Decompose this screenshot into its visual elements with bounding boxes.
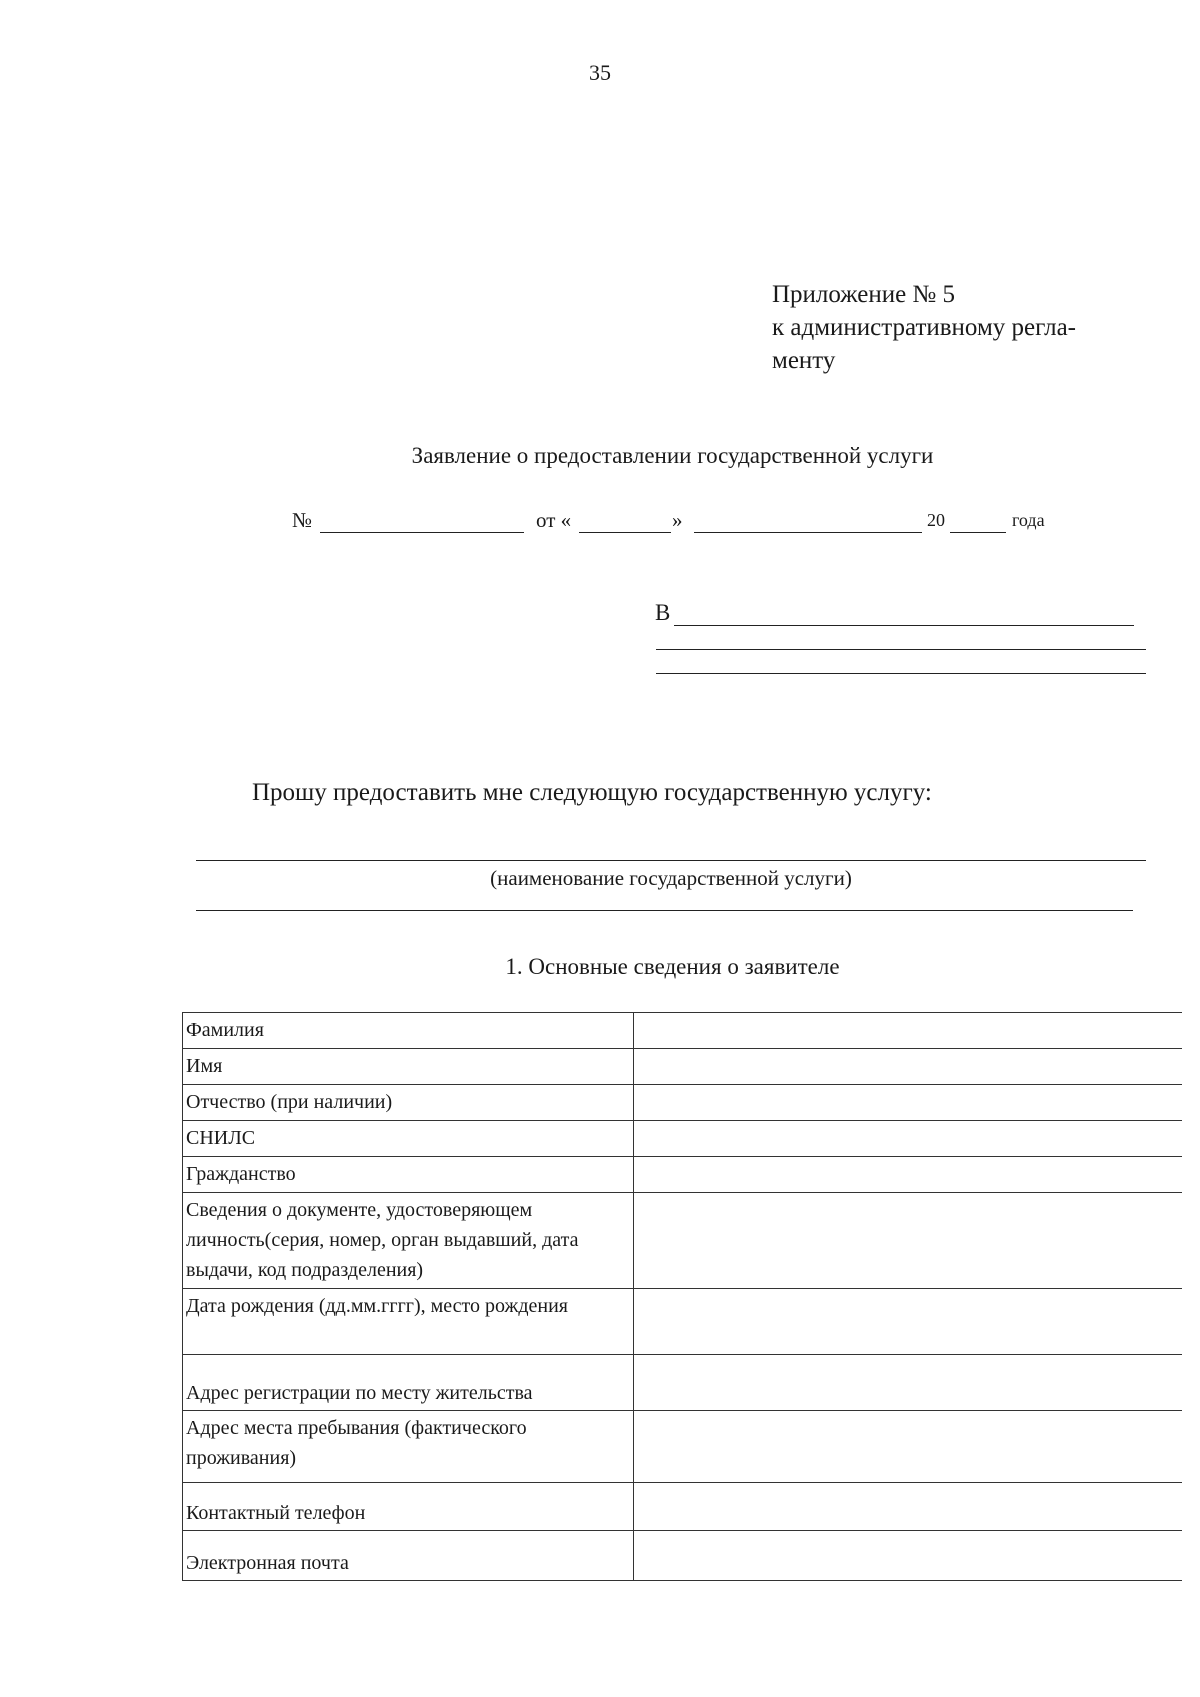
row-value-email[interactable] (634, 1531, 1183, 1581)
number-sign: № (292, 508, 313, 532)
day-field[interactable] (579, 532, 671, 533)
table-row (183, 1289, 1183, 1355)
document-title: Заявление о предоставлении государственной услуги (411, 443, 934, 468)
row-label-email: Электронная почта (183, 1531, 634, 1581)
row-value-residence-address[interactable] (634, 1411, 1183, 1483)
appendix-line-1: Приложение № 5 (772, 281, 956, 308)
applicant-info-table (182, 1012, 1182, 1581)
recipient-label: В (655, 600, 671, 625)
row-value-name[interactable] (634, 1049, 1183, 1085)
recipient-line-3[interactable] (656, 673, 1146, 674)
row-value-surname[interactable] (634, 1013, 1183, 1049)
table-row (183, 1411, 1183, 1483)
date-from-label: от « (536, 508, 572, 532)
table-row (183, 1049, 1183, 1085)
year-field[interactable] (950, 532, 1006, 533)
recipient-line-2[interactable] (656, 649, 1146, 650)
quote-close: » (672, 508, 683, 532)
year-prefix: 20 (927, 510, 945, 530)
service-name-caption: (наименование государственной услуги) (490, 866, 852, 890)
table-row (183, 1085, 1183, 1121)
table-row (183, 1157, 1183, 1193)
table-row (183, 1355, 1183, 1411)
year-suffix: года (1012, 510, 1045, 530)
row-label-citizenship: Гражданство (183, 1157, 634, 1193)
table-row (183, 1121, 1183, 1157)
service-name-line[interactable] (196, 860, 1146, 861)
service-name-line-2[interactable] (196, 910, 1133, 911)
row-value-birth[interactable] (634, 1289, 1183, 1355)
row-label-snils: СНИЛС (183, 1121, 634, 1157)
request-text: Прошу предоставить мне следующую государственную услугу: (252, 779, 932, 806)
row-label-residence-address: Адрес места пребывания (фактического проживания) (183, 1411, 634, 1483)
row-label-registration-address: Адрес регистрации по месту жительства (183, 1355, 634, 1411)
appendix-line-2: к административному регла- (772, 314, 1077, 341)
page-number: 35 (589, 60, 611, 85)
row-value-patronymic[interactable] (634, 1085, 1183, 1121)
row-value-registration-address[interactable] (634, 1355, 1183, 1411)
row-label-name: Имя (183, 1049, 634, 1085)
table-row (183, 1531, 1183, 1581)
row-label-patronymic: Отчество (при наличии) (183, 1085, 634, 1121)
section-title-applicant: 1. Основные сведения о заявителе (505, 954, 840, 979)
row-label-surname: Фамилия (183, 1013, 634, 1049)
row-label-identity-document: Сведения о документе, удостоверяющем личность(серия, номер, орган выдавший, дата выдачи, код подразделения) (183, 1193, 634, 1289)
row-label-phone: Контактный телефон (183, 1483, 634, 1531)
month-field[interactable] (694, 532, 922, 533)
row-value-identity-document[interactable] (634, 1193, 1183, 1289)
recipient-line-1[interactable] (674, 625, 1134, 626)
row-value-citizenship[interactable] (634, 1157, 1183, 1193)
row-value-snils[interactable] (634, 1121, 1183, 1157)
row-label-birth: Дата рождения (дд.мм.гггг), место рождения (183, 1289, 634, 1355)
table-row (183, 1013, 1183, 1049)
appendix-header (772, 278, 1076, 377)
row-value-phone[interactable] (634, 1483, 1183, 1531)
number-field[interactable] (320, 532, 524, 533)
appendix-line-3: менту (772, 347, 836, 374)
table-row (183, 1483, 1183, 1531)
table-row (183, 1193, 1183, 1289)
